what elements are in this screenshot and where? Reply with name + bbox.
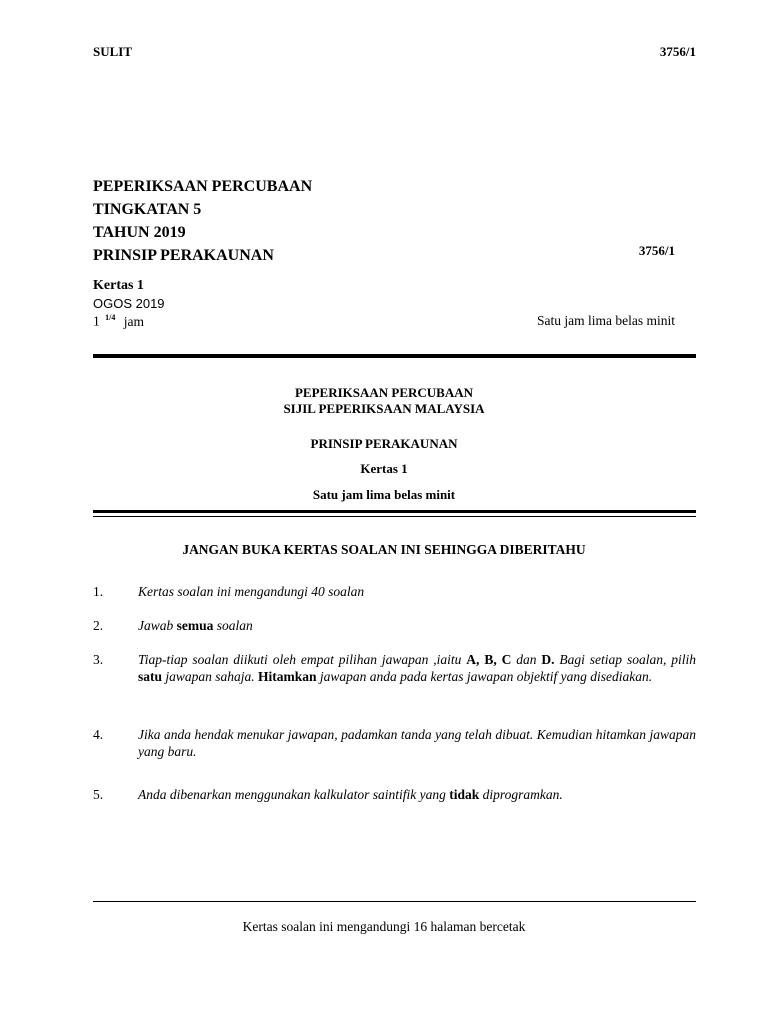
header-paper-code: 3756/1 <box>659 44 696 59</box>
title-line: PRINSIP PERAKAUNAN <box>93 247 274 264</box>
instruction-segment: diprogramkan. <box>479 787 563 802</box>
instruction-number: 1. <box>93 584 104 599</box>
center-paper: Kertas 1 <box>360 461 408 476</box>
instruction-emphasis: A, B, C <box>466 652 512 667</box>
instruction-segment: Anda dibenarkan menggunakan kalkulator saintifik yang <box>138 787 450 802</box>
instruction-number: 4. <box>93 727 104 742</box>
duration-short <box>93 313 144 330</box>
instruction-segment: dan <box>511 652 542 667</box>
center-duration: Satu jam lima belas minit <box>312 487 456 502</box>
instruction-number: 2. <box>93 618 104 633</box>
footer-divider <box>93 901 696 902</box>
title-line: TINGKATAN 5 <box>93 201 202 218</box>
title-line: TAHUN 2019 <box>93 224 186 241</box>
center-line-2: SIJIL PEPERIKSAAN MALAYSIA <box>283 401 485 416</box>
duration-words: Satu jam lima belas minit <box>537 313 675 328</box>
title-paper-code: 3756/1 <box>638 243 675 258</box>
duration-base: 1 <box>93 313 100 329</box>
duration-unit: jam <box>123 313 144 329</box>
warning-text: JANGAN BUKA KERTAS SOALAN INI SEHINGGA DIBERITAHU <box>182 542 586 557</box>
instruction-text <box>138 726 696 760</box>
center-subject: PRINSIP PERAKAUNAN <box>310 436 458 451</box>
instruction-number: 3. <box>93 652 104 667</box>
instruction-segment: jawapan sahaja. <box>162 669 259 684</box>
title-block <box>93 175 312 267</box>
center-line-1: PEPERIKSAAN PERCUBAAN <box>294 385 474 400</box>
instruction-emphasis: Hitamkan <box>258 669 317 684</box>
instruction-segment: Jawab <box>138 618 177 633</box>
instruction-text <box>138 583 696 600</box>
instruction-emphasis: semua <box>176 618 214 633</box>
instruction-emphasis: tidak <box>449 787 480 802</box>
title-line: PEPERIKSAAN PERCUBAAN <box>93 178 313 195</box>
instruction-emphasis: D. <box>541 652 555 667</box>
footer-page-count: Kertas soalan ini mengandungi 16 halaman bercetak <box>242 919 526 934</box>
paper-label: Kertas 1 <box>93 278 144 293</box>
instruction-segment: Tiap-tiap soalan diikuti oleh empat pilihan jawapan ,iaitu <box>138 652 467 667</box>
header-sulit: SULIT <box>93 44 133 59</box>
instruction-segment: soalan <box>213 618 253 633</box>
instruction-text <box>138 617 696 634</box>
duration-fraction: 1/4 <box>105 313 116 322</box>
instruction-segment: Bagi setiap soalan, pilih <box>554 652 696 667</box>
instruction-segment: jawapan anda pada kertas jawapan objektif yang disediakan. <box>316 669 653 684</box>
divider-thick <box>93 354 696 358</box>
divider-double-bottom <box>93 516 696 517</box>
divider-double-top <box>93 510 696 513</box>
exam-month: OGOS 2019 <box>93 296 165 311</box>
instruction-emphasis: satu <box>138 669 163 684</box>
instruction-segment: Jika anda hendak menukar jawapan, padamkan tanda yang telah dibuat. Kemudian hitamkan jawapan yang baru. <box>138 727 696 759</box>
instruction-segment: Kertas soalan ini mengandungi 40 soalan <box>138 584 365 599</box>
instruction-text <box>138 786 696 803</box>
instruction-text <box>138 651 696 685</box>
instruction-number: 5. <box>93 787 104 802</box>
